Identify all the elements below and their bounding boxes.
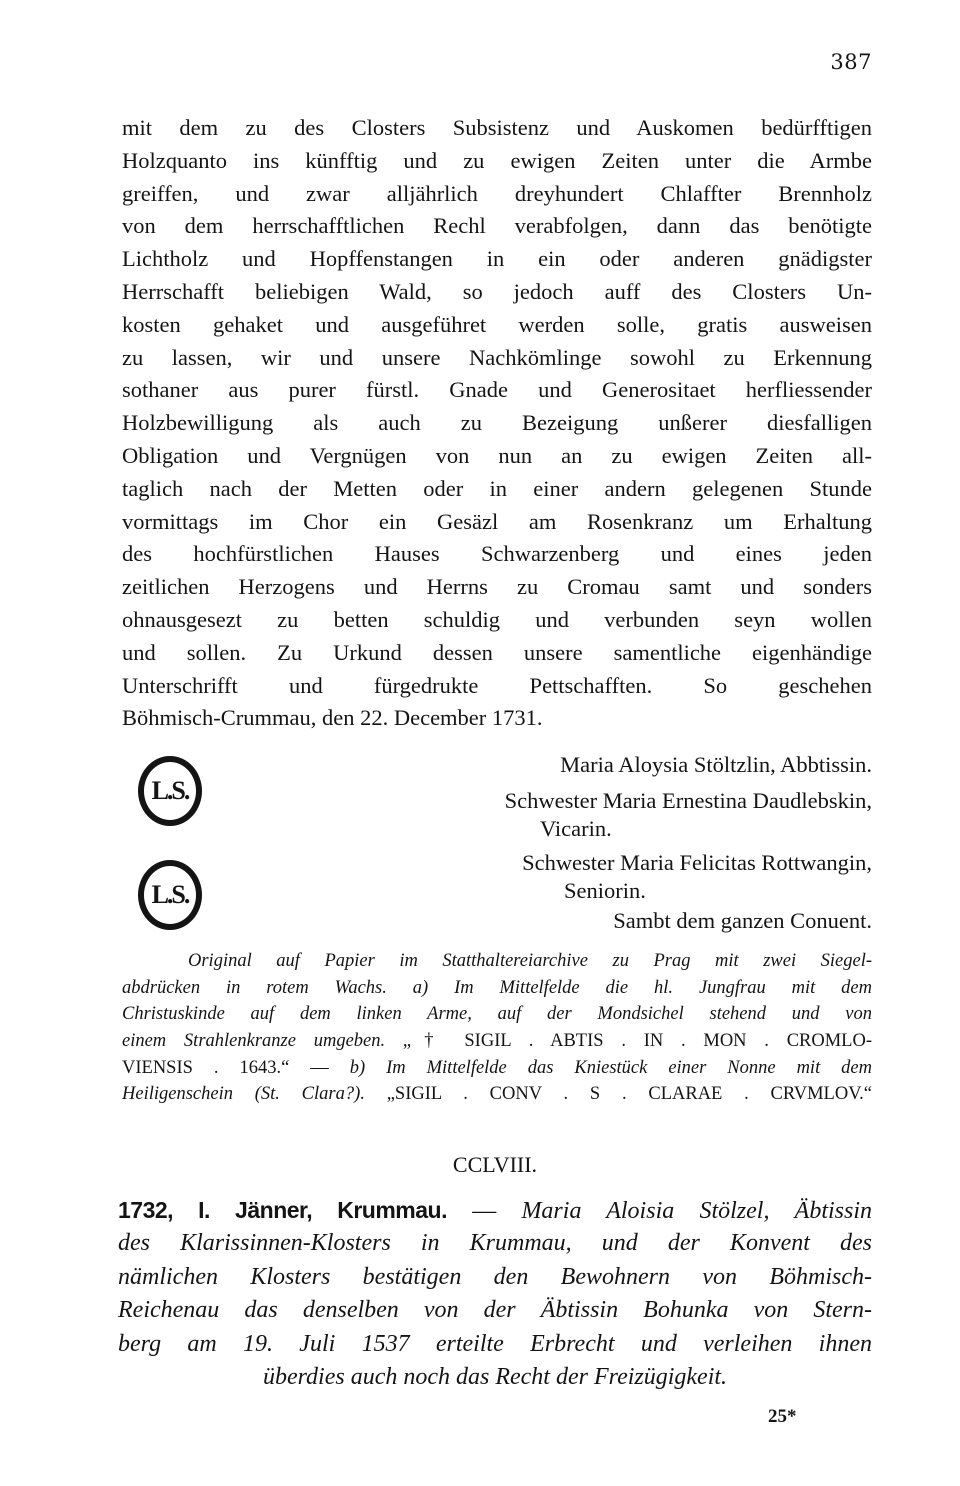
- regest-line: berg am 19. Juli 1537 erteilte Erbrecht und verleihen ihnen: [118, 1330, 872, 1357]
- body-line: Obligation und Vergnügen von nun an zu ewigen Zeiten all-: [122, 442, 872, 468]
- body-line: des hochfürstlichen Hauses Schwarzenberg und eines jeden: [122, 541, 872, 567]
- regest-line: überdies auch noch das Recht der Freizügigkeit.: [262, 1363, 728, 1390]
- signature-vicar-name: Schwester Maria Ernestina Daudlebskin,: [504, 788, 872, 813]
- note-line: Christuskinde auf dem linken Arme, auf der Mondsichel stehend und von: [122, 1004, 872, 1025]
- note-italic: Heiligenschein (St. Clara?).: [122, 1084, 365, 1105]
- note-line: abdrücken in rotem Wachs. a) Im Mittelfelde die hl. Jungfrau mit dem: [122, 977, 872, 998]
- regest-date-place: 1732, I. Jänner, Krummau.: [118, 1197, 447, 1223]
- body-line: taglich nach der Metten oder in einer andern gelegenen Stunde: [122, 475, 872, 501]
- body-line: sothaner aus purer fürstl. Gnade und Generositaet herfliessender: [122, 377, 872, 403]
- regest-line: [118, 1194, 872, 1227]
- body-line: Unterschrifft und fürgedrukte Pettschafften. So geschehen: [122, 672, 872, 698]
- signature-abbess: Maria Aloysia Stöltzlin, Abbtissin.: [560, 752, 872, 777]
- note-line: [122, 1055, 872, 1082]
- body-line: mit dem zu des Closters Subsistenz und Auskomen bedürfftigen: [122, 115, 872, 140]
- signature-block: [122, 748, 872, 938]
- signature-convent: Sambt dem ganzen Conuent.: [613, 908, 872, 933]
- note-line: [122, 1028, 872, 1055]
- body-line: und sollen. Zu Urkund dessen unsere samentliche eigenhändige: [122, 639, 872, 665]
- note-line: [122, 1081, 872, 1108]
- archival-note: [122, 948, 872, 1108]
- body-line: Herrschafft beliebigen Wald, so jedoch auff des Closters Un-: [122, 278, 872, 304]
- seal-ls-1: [138, 756, 202, 826]
- seal-legend-b: „SIGIL . CONV . S . CLARAE . CRVMLOV.“: [386, 1084, 873, 1105]
- signature-vicar-title: Vicarin.: [540, 816, 612, 841]
- seal-label: L.S.: [151, 776, 189, 805]
- regest-line: Reichenau das denselben von der Äbtissin Bohunka von Stern-: [118, 1297, 872, 1324]
- body-line: Böhmisch-Crummau, den 22. December 1731.: [122, 705, 543, 731]
- seal-legend-a: „† SIGIL . ABTIS . IN . MON . CROMLO-: [402, 1031, 872, 1052]
- regest-line: des Klarissinnen-Klosters in Krummau, und der Konvent des: [118, 1230, 872, 1257]
- regest-text: Maria Aloisia Stölzel, Äbtissin: [521, 1198, 873, 1224]
- note-italic: b) Im Mittelfelde das Kniestück einer Nonne mit dem: [349, 1057, 872, 1078]
- body-line: zeitlichen Herzogens und Herrns zu Cromau samt und sonders: [122, 574, 872, 600]
- seal-ls-2: [138, 860, 202, 930]
- note-italic: einem Strahlenkranze umgeben.: [122, 1031, 386, 1052]
- signature-mark: 25*: [768, 1406, 797, 1427]
- body-line: Lichtholz und Hopffenstangen in ein oder anderen gnädigster: [122, 246, 872, 272]
- document-number: CCLVIII.: [452, 1152, 538, 1177]
- body-line: zu lassen, wir und unsere Nachkömlinge sowohl zu Erkennung: [122, 344, 872, 370]
- body-line: vormittags im Chor ein Gesäzl am Rosenkranz um Erhaltung: [122, 508, 872, 534]
- signature-senior-title: Seniorin.: [564, 878, 646, 903]
- page-number: 387: [830, 50, 872, 74]
- seal-label: L.S.: [151, 880, 189, 909]
- body-line: ohnausgesezt zu betten schuldig und verbunden seyn wollen: [122, 606, 872, 632]
- regest-dash: —: [472, 1198, 497, 1224]
- note-line: Original auf Papier im Statthaltereiarchive zu Prag mit zwei Siegel-: [188, 951, 872, 971]
- body-line: kosten gehaket und ausgeführet werden solle, gratis ausweisen: [122, 311, 872, 337]
- regest-line: nämlichen Klosters bestätigen den Bewohnern von Böhmisch-: [118, 1263, 872, 1290]
- body-line: Holzquanto ins künfftig und zu ewigen Zeiten unter die Armbe: [122, 147, 872, 173]
- body-line: Holzbewilligung als auch zu Bezeigung unßerer diesfalligen: [122, 410, 872, 436]
- seal-legend-a-cont: VIENSIS . 1643.“ —: [122, 1057, 329, 1078]
- regest: [118, 1194, 872, 1394]
- body-line: von dem herrschafftlichen Rechl verabfolgen, dann das benötigte: [122, 213, 872, 239]
- document-body: [122, 112, 872, 735]
- body-line: greiffen, und zwar alljährlich dreyhundert Chlaffter Brennholz: [122, 180, 872, 206]
- signature-senior-name: Schwester Maria Felicitas Rottwangin,: [522, 850, 872, 875]
